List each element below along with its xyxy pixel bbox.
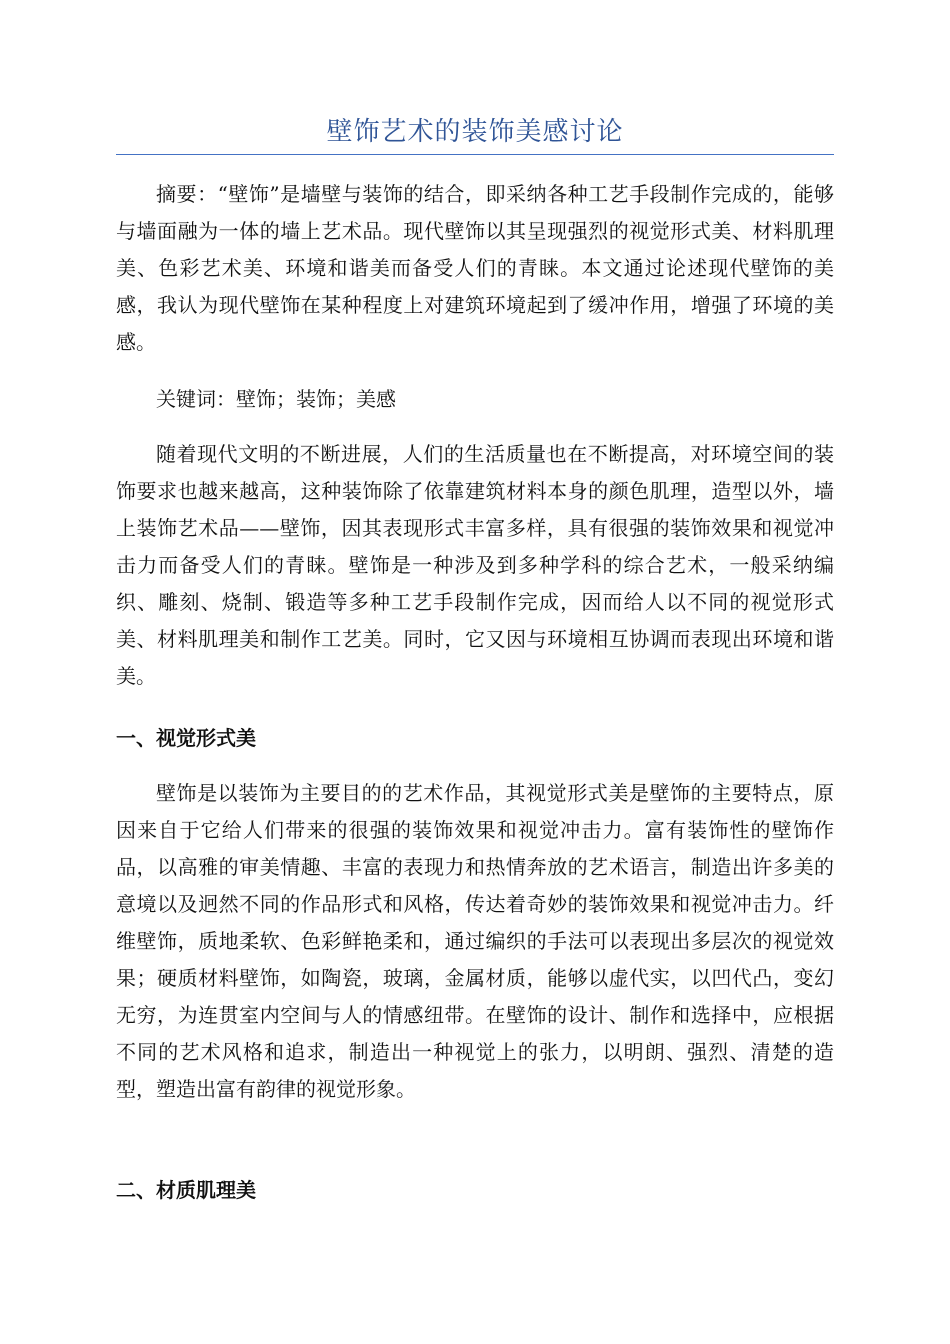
section-heading-visual-form: 一、视觉形式美 bbox=[116, 726, 256, 750]
abstract-paragraph: 摘要：“壁饰”是墙壁与装饰的结合，即采纳各种工艺手段制作完成的，能够与墙面融为一体的墙上艺术品。现代壁饰以其呈现强烈的视觉形式美、材料肌理美、色彩艺术美、环境和谐美而备受人们的青睐。本文通过论述现代壁饰的美感，我认为现代壁饰在某种程度上对建筑环境起到了缓冲作用，增强了环境的美感。 bbox=[116, 182, 834, 354]
keywords-line: 关键词：壁饰；装饰；美感 bbox=[156, 387, 396, 411]
title-underline bbox=[116, 154, 834, 155]
document-title: 壁饰艺术的装饰美感讨论 bbox=[326, 117, 624, 147]
section-body-visual-form: 壁饰是以装饰为主要目的的艺术作品，其视觉形式美是壁饰的主要特点，原因来自于它给人们带来的很强的装饰效果和视觉冲击力。富有装饰性的壁饰作品，以高雅的审美情趣、丰富的表现力和热情奔放的艺术语言，制造出许多美的意境以及迥然不同的作品形式和风格，传达着奇妙的装饰效果和视觉冲击力。纤维壁饰，质地柔软、色彩鲜艳柔和，通过编织的手法可以表现出多层次的视觉效果；硬质材料壁饰，如陶瓷，玻璃，金属材质，能够以虚代实，以凹代凸，变幻无穷，为连贯室内空间与人的情感纽带。在壁饰的设计、制作和选择中，应根据不同的艺术风格和追求，制造出一种视觉上的张力，以明朗、强烈、清楚的造型，塑造出富有韵律的视觉形象。 bbox=[116, 781, 834, 1101]
intro-paragraph: 随着现代文明的不断进展，人们的生活质量也在不断提高，对环境空间的装饰要求也越来越高，这种装饰除了依靠建筑材料本身的颜色肌理，造型以外，墙上装饰艺术品——壁饰，因其表现形式丰富多样，具有很强的装饰效果和视觉冲击力而备受人们的青睐。壁饰是一种涉及到多种学科的综合艺术，一般采纳编织、雕刻、烧制、锻造等多种工艺手段制作完成，因而给人以不同的视觉形式美、材料肌理美和制作工艺美。同时，它又因与环境相互协调而表现出环境和谐美。 bbox=[116, 442, 834, 688]
section-heading-material-texture: 二、材质肌理美 bbox=[116, 1178, 256, 1202]
